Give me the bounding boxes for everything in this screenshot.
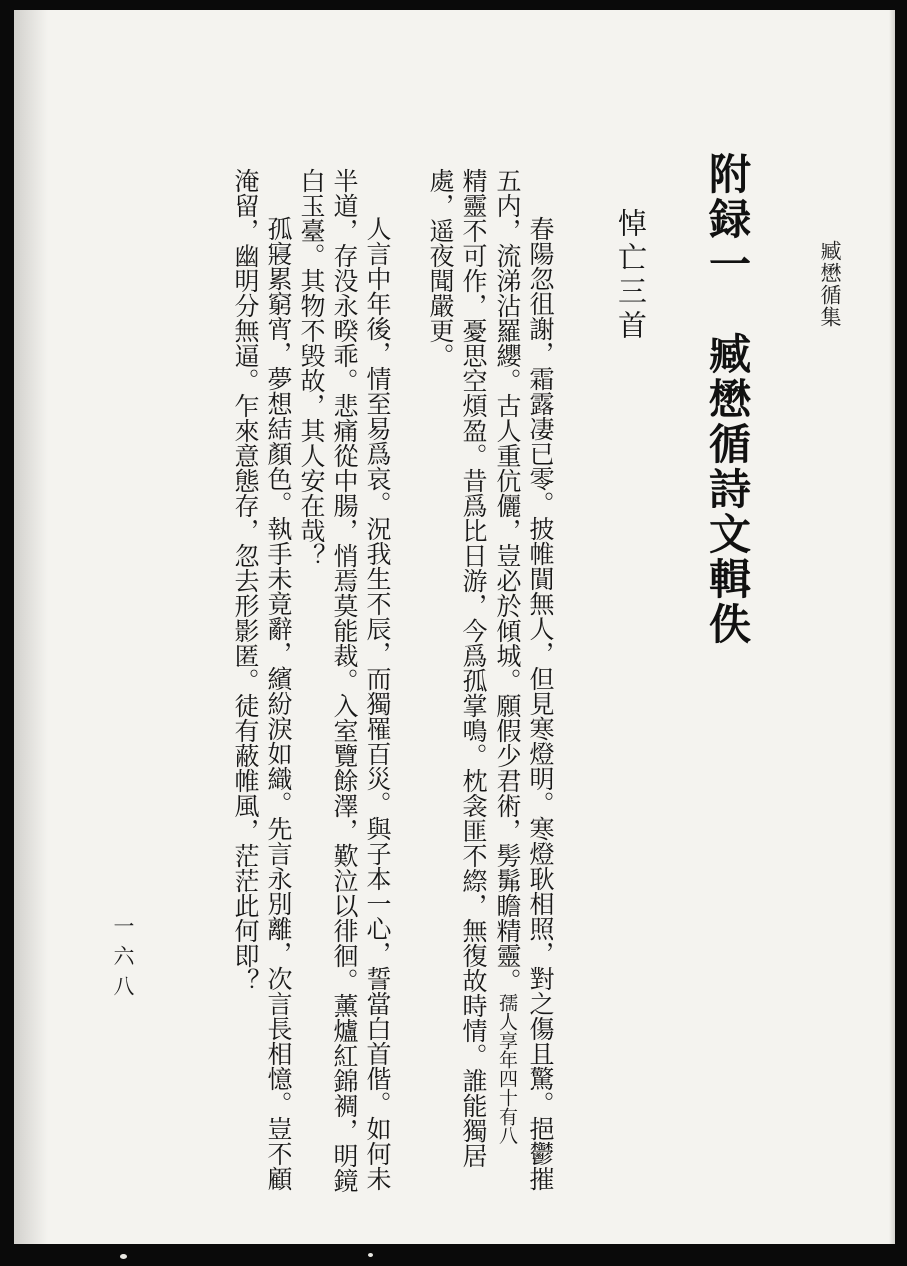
poem-column <box>295 168 328 1213</box>
scan-speck <box>120 1254 127 1259</box>
poem-column <box>424 168 457 1213</box>
poem-column-text: 孤寢累窮宵，夢想結顏色。執手未竟辭，繽紛淚如織。先言永別離，次言長相憶。豈不顧 <box>264 216 293 1191</box>
poem-column-text: 半道，存没永暌乖。悲痛從中腸，悄焉莫能裁。入室覽餘澤，歎泣以徘徊。薰爐紅錦裯，明鏡 <box>330 168 359 1193</box>
poem-column <box>262 168 295 1261</box>
section-title: 悼亡三首 <box>614 208 648 344</box>
page-number: 一六八 <box>111 915 135 1005</box>
book-page <box>14 10 895 1244</box>
poem-column <box>328 168 361 1213</box>
poem-column <box>457 168 490 1213</box>
poem-column-text: 精靈不可作，憂思空煩盈。昔爲比日游，今爲孤掌鳴。枕衾匪不縩，無復故時情。誰能獨居 <box>459 168 488 1168</box>
page-title: 附録一 臧懋循詩文輯佚 <box>703 152 752 647</box>
poem-column <box>524 168 557 1261</box>
poem-column <box>361 168 394 1261</box>
poem-column-text: 白玉臺。其物不毁故，其人安在哉？ <box>297 168 326 568</box>
poem-column-text: 處，遥夜聞嚴更。 <box>426 168 455 368</box>
poem-column-text: 人言中年後，情至易爲哀。況我生不辰，而獨罹百災。與子本一心，誓當白首偕。如何未 <box>363 216 392 1191</box>
poem-column <box>229 168 262 1213</box>
poem-column-text: 淹留，幽明分無逼。乍來意態存，忽去形影匿。徒有蔽帷風，茫茫此何即？ <box>231 168 260 993</box>
inline-annotation: 孺人享年四十有八 <box>496 993 518 1145</box>
running-head: 臧懋循集 <box>818 240 842 328</box>
poem-column-text: 五内，流涕沾羅纓。古人重伉儷，豈必於傾城。願假少君術，髣髴瞻精靈。 <box>493 168 522 993</box>
poem-column <box>490 168 524 1213</box>
poem-column-text: 春陽忽徂謝，霜露凄已零。披帷閴無人，但見寒燈明。寒燈耿相照，對之傷且驚。挹鬱摧 <box>526 216 555 1191</box>
scan-speck <box>368 1253 373 1257</box>
poem-body <box>229 168 557 1213</box>
